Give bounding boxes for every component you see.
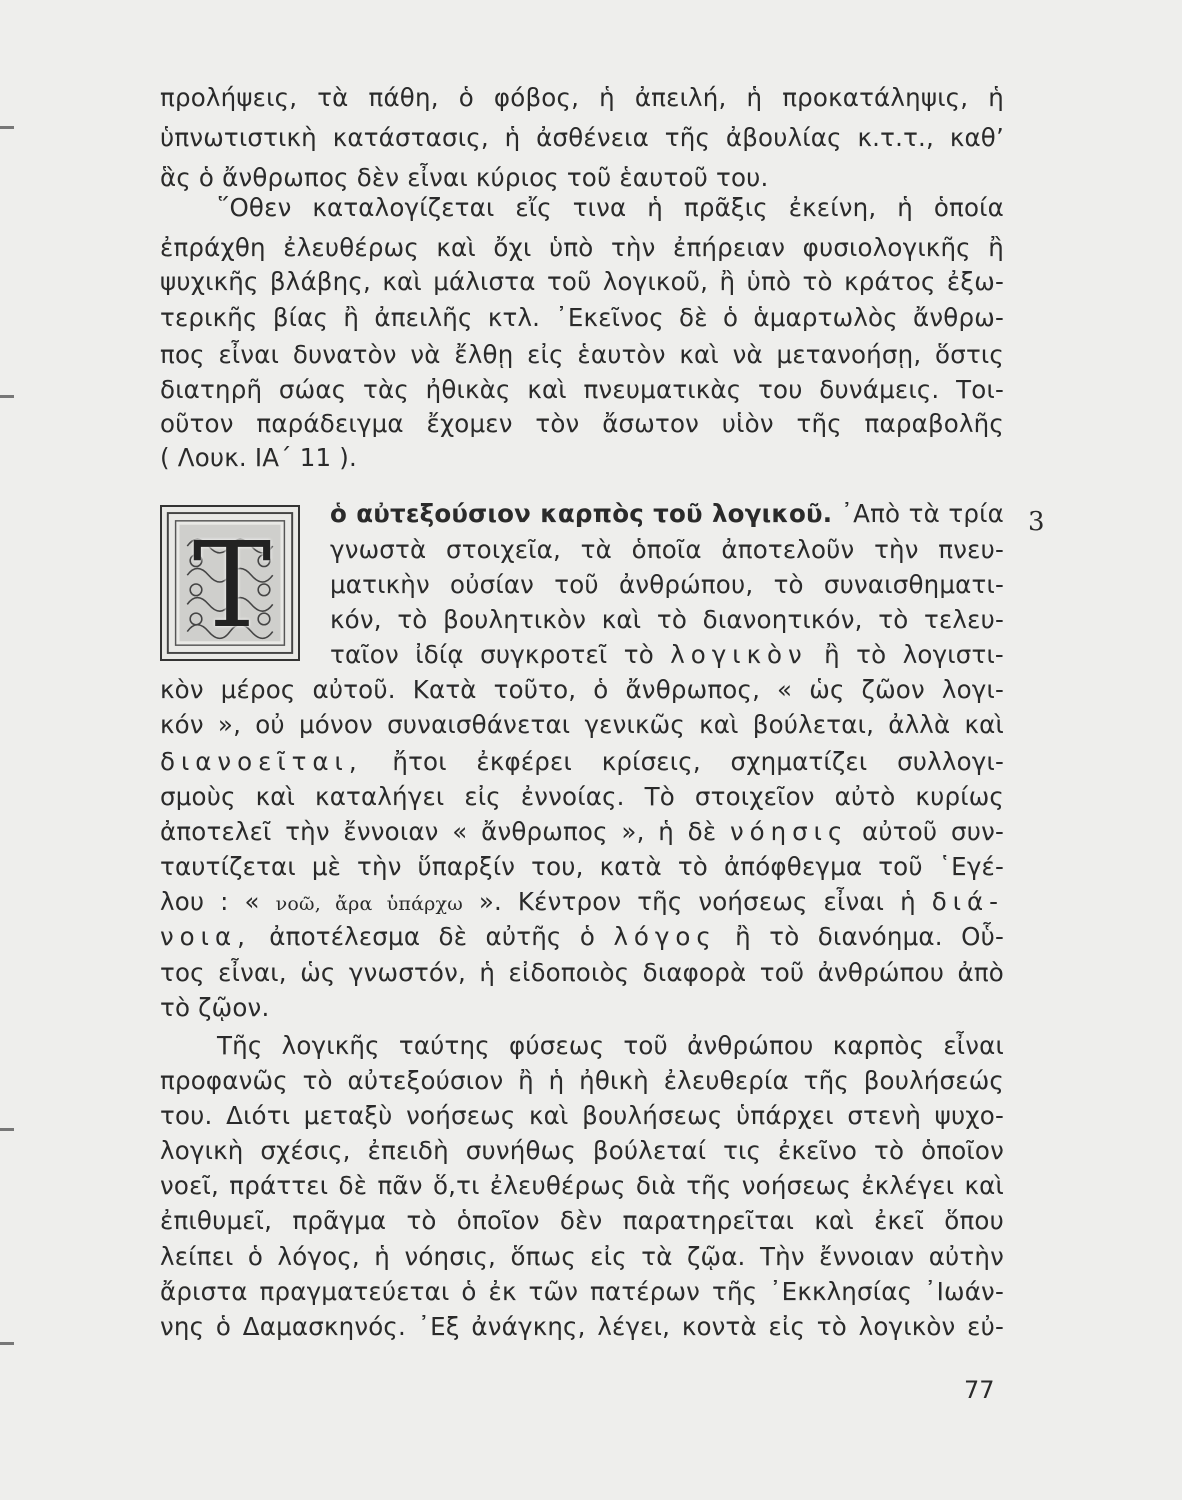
- text-line: ψυχικῆς βλάβης, καὶ μάλιστα τοῦ λογικοῦ, ἢ ὑπὸ τὸ κράτος ἐξω-: [160, 267, 1004, 296]
- text-fragment: λου : «: [160, 887, 260, 916]
- text-line: διατηρῆ σώας τὰς ἠθικὰς καὶ πνευματικὰς του δυνάμεις. Τοι-: [160, 375, 1004, 404]
- initial-letter: T: [192, 516, 272, 654]
- text-line: γνωστὰ στοιχεῖα, τὰ ὁποῖα ἀποτελοῦν τὴν πνευ-: [330, 535, 1004, 564]
- text-line: ματικὴν οὐσίαν τοῦ ἀνθρώπου, τὸ συναισθηματι-: [330, 570, 1004, 599]
- text-line: τερικῆς βίας ἢ ἀπειλῆς κτλ. ᾿Εκεῖνος δὲ ὁ ἁμαρτωλὸς ἄνθρω-: [160, 303, 1004, 332]
- text-line: πος εἶναι δυνατὸν νὰ ἔλθῃ εἰς ἑαυτὸν καὶ νὰ μετανοήσῃ, ὅστις: [160, 340, 1004, 369]
- text-line: [160, 742, 1004, 782]
- text-line: ἃς ὁ ἄνθρωπος δὲν εἶναι κύριος τοῦ ἑαυτοῦ του.: [160, 163, 769, 192]
- text-line: [160, 917, 1004, 957]
- scan-mark: [0, 395, 14, 398]
- text-fragment: ᾿Απὸ τὰ τρία: [840, 499, 1004, 528]
- text-line: κὸν μέρος αὐτοῦ. Κατὰ τοῦτο, ὁ ἄνθρωπος, « ὡς ζῶον λογι-: [160, 675, 1004, 704]
- section-heading-line: [330, 494, 1004, 534]
- text-line: λείπει ὁ λόγος, ἡ νόησις, ὅπως εἰς τὰ ζῷα. Τὴν ἔννοιαν αὐτὴν: [160, 1242, 1004, 1271]
- text-line: τὸ ζῷον.: [160, 993, 270, 1022]
- scan-mark: [0, 1128, 14, 1131]
- scan-mark: [0, 1342, 14, 1345]
- text-line: [160, 882, 1004, 922]
- emphasis-spaced: διανοεῖται,: [160, 747, 363, 776]
- text-line: νης ὁ Δαμασκηνός. ᾿Εξ ἀνάγκης, λέγει, κοντὰ εἰς τὸ λογικὸν εὐ-: [160, 1312, 1004, 1341]
- emphasis-spaced: νόησις: [729, 817, 849, 846]
- page-number: 77: [964, 1376, 995, 1404]
- text-line: ὑπνωτιστικὴ κατάστασις, ἡ ἀσθένεια τῆς ἀβουλίας κ.τ.τ., καθ’: [160, 123, 1004, 152]
- text-line: προλήψεις, τὰ πάθη, ὁ φόβος, ἡ ἀπειλή, ἡ προκατάληψις, ἡ: [160, 83, 1004, 112]
- emphasis-spaced: διά-: [931, 887, 1004, 916]
- text-line: λογικὴ σχέσις, ἐπειδὴ συνήθως βούλεταί τις ἐκεῖνο τὸ ὁποῖον: [160, 1136, 1004, 1165]
- emphasis-spaced: λογικὸν: [670, 640, 808, 669]
- text-line: νοεῖ, πράττει δὲ πᾶν ὅ,τι ἐλευθέρως διὰ τῆς νοήσεως ἐκλέγει καὶ: [160, 1171, 1004, 1200]
- text-line: ῞Οθεν καταλογίζεται εἴς τινα ἡ πρᾶξις ἐκείνη, ἡ ὁποία: [217, 193, 1004, 222]
- text-line: κόν », οὐ μόνον συναισθάνεται γενικῶς καὶ βούλεται, ἀλλὰ καὶ: [160, 710, 1004, 739]
- text-fragment: ἤτοι ἐκφέρει κρίσεις, σχηματίζει συλλογι-: [392, 747, 1004, 776]
- text-line: του. Διότι μεταξὺ νοήσεως καὶ βουλήσεως ὑπάρχει στενὴ ψυχο-: [160, 1101, 1004, 1130]
- text-line: ταυτίζεται μὲ τὴν ὕπαρξίν του, κατὰ τὸ ἀπόφθεγμα τοῦ ῾Εγέ-: [160, 852, 1004, 881]
- text-line: ἐπιθυμεῖ, πρᾶγμα τὸ ὁποῖον δὲν παρατηρεῖται καὶ ἐκεῖ ὅπου: [160, 1206, 1004, 1235]
- text-line: προφανῶς τὸ αὐτεξούσιον ἢ ἡ ἠθικὴ ἐλευθερία τῆς βουλήσεώς: [160, 1066, 1004, 1095]
- text-line: ἐπράχθη ἐλευθέρως καὶ ὄχι ὑπὸ τὴν ἐπήρειαν φυσιολογικῆς ἢ: [160, 233, 1004, 262]
- emphasis-spaced: λόγος: [613, 922, 717, 951]
- text-line: ἄριστα πραγματεύεται ὁ ἐκ τῶν πατέρων τῆς ᾿Εκκλησίας ᾿Ιωάν-: [160, 1277, 1004, 1306]
- section-number: 3: [1028, 507, 1045, 537]
- text-fragment: ἀποτελεῖ τὴν ἔννοιαν « ἄνθρωπος », ἡ δὲ: [160, 817, 717, 846]
- text-line: οῦτον παράδειγμα ἔχομεν τὸν ἄσωτον υἱὸν τῆς παραβολῆς: [160, 409, 1004, 438]
- emphasis-spaced: νοια,: [160, 922, 251, 951]
- text-fragment: ἢ τὸ διανόημα. Οὗ-: [735, 922, 1004, 951]
- text-line: ( Λουκ. ΙΑ΄ 11 ).: [160, 443, 358, 472]
- text-fragment: ἀποτέλεσμα δὲ αὐτῆς ὁ: [269, 922, 596, 951]
- text-line: [160, 812, 1004, 852]
- text-line: σμοὺς καὶ καταλήγει εἰς ἐννοίας. Τὸ στοιχεῖον αὐτὸ κυρίως: [160, 782, 1004, 811]
- text-line: Τῆς λογικῆς ταύτης φύσεως τοῦ ἀνθρώπου καρπὸς εἶναι: [217, 1031, 1004, 1060]
- text-fragment: ». Κέντρον τῆς νοήσεως εἶναι ἡ: [478, 887, 916, 916]
- text-fragment: αὐτοῦ συν-: [862, 817, 1004, 846]
- text-line: [330, 635, 1004, 675]
- latin-quote: νοῶ, ἄρα ὑπάρχω: [275, 893, 463, 915]
- text-fragment: ταῖον ἰδίᾳ συγκροτεῖ τὸ: [330, 640, 654, 669]
- text-line: κόν, τὸ βουλητικὸν καὶ τὸ διανοητικόν, τὸ τελευ-: [330, 605, 1004, 634]
- text-fragment: ἢ τὸ λογιστι-: [824, 640, 1004, 669]
- section-heading: ὁ αὐτεξούσιον καρπὸς τοῦ λογικοῦ.: [330, 499, 833, 528]
- text-line: τος εἶναι, ὡς γνωστόν, ἡ εἰδοποιὸς διαφορὰ τοῦ ἀνθρώπου ἀπὸ: [160, 958, 1004, 987]
- decorated-initial: [160, 505, 300, 661]
- scan-mark: [0, 126, 14, 129]
